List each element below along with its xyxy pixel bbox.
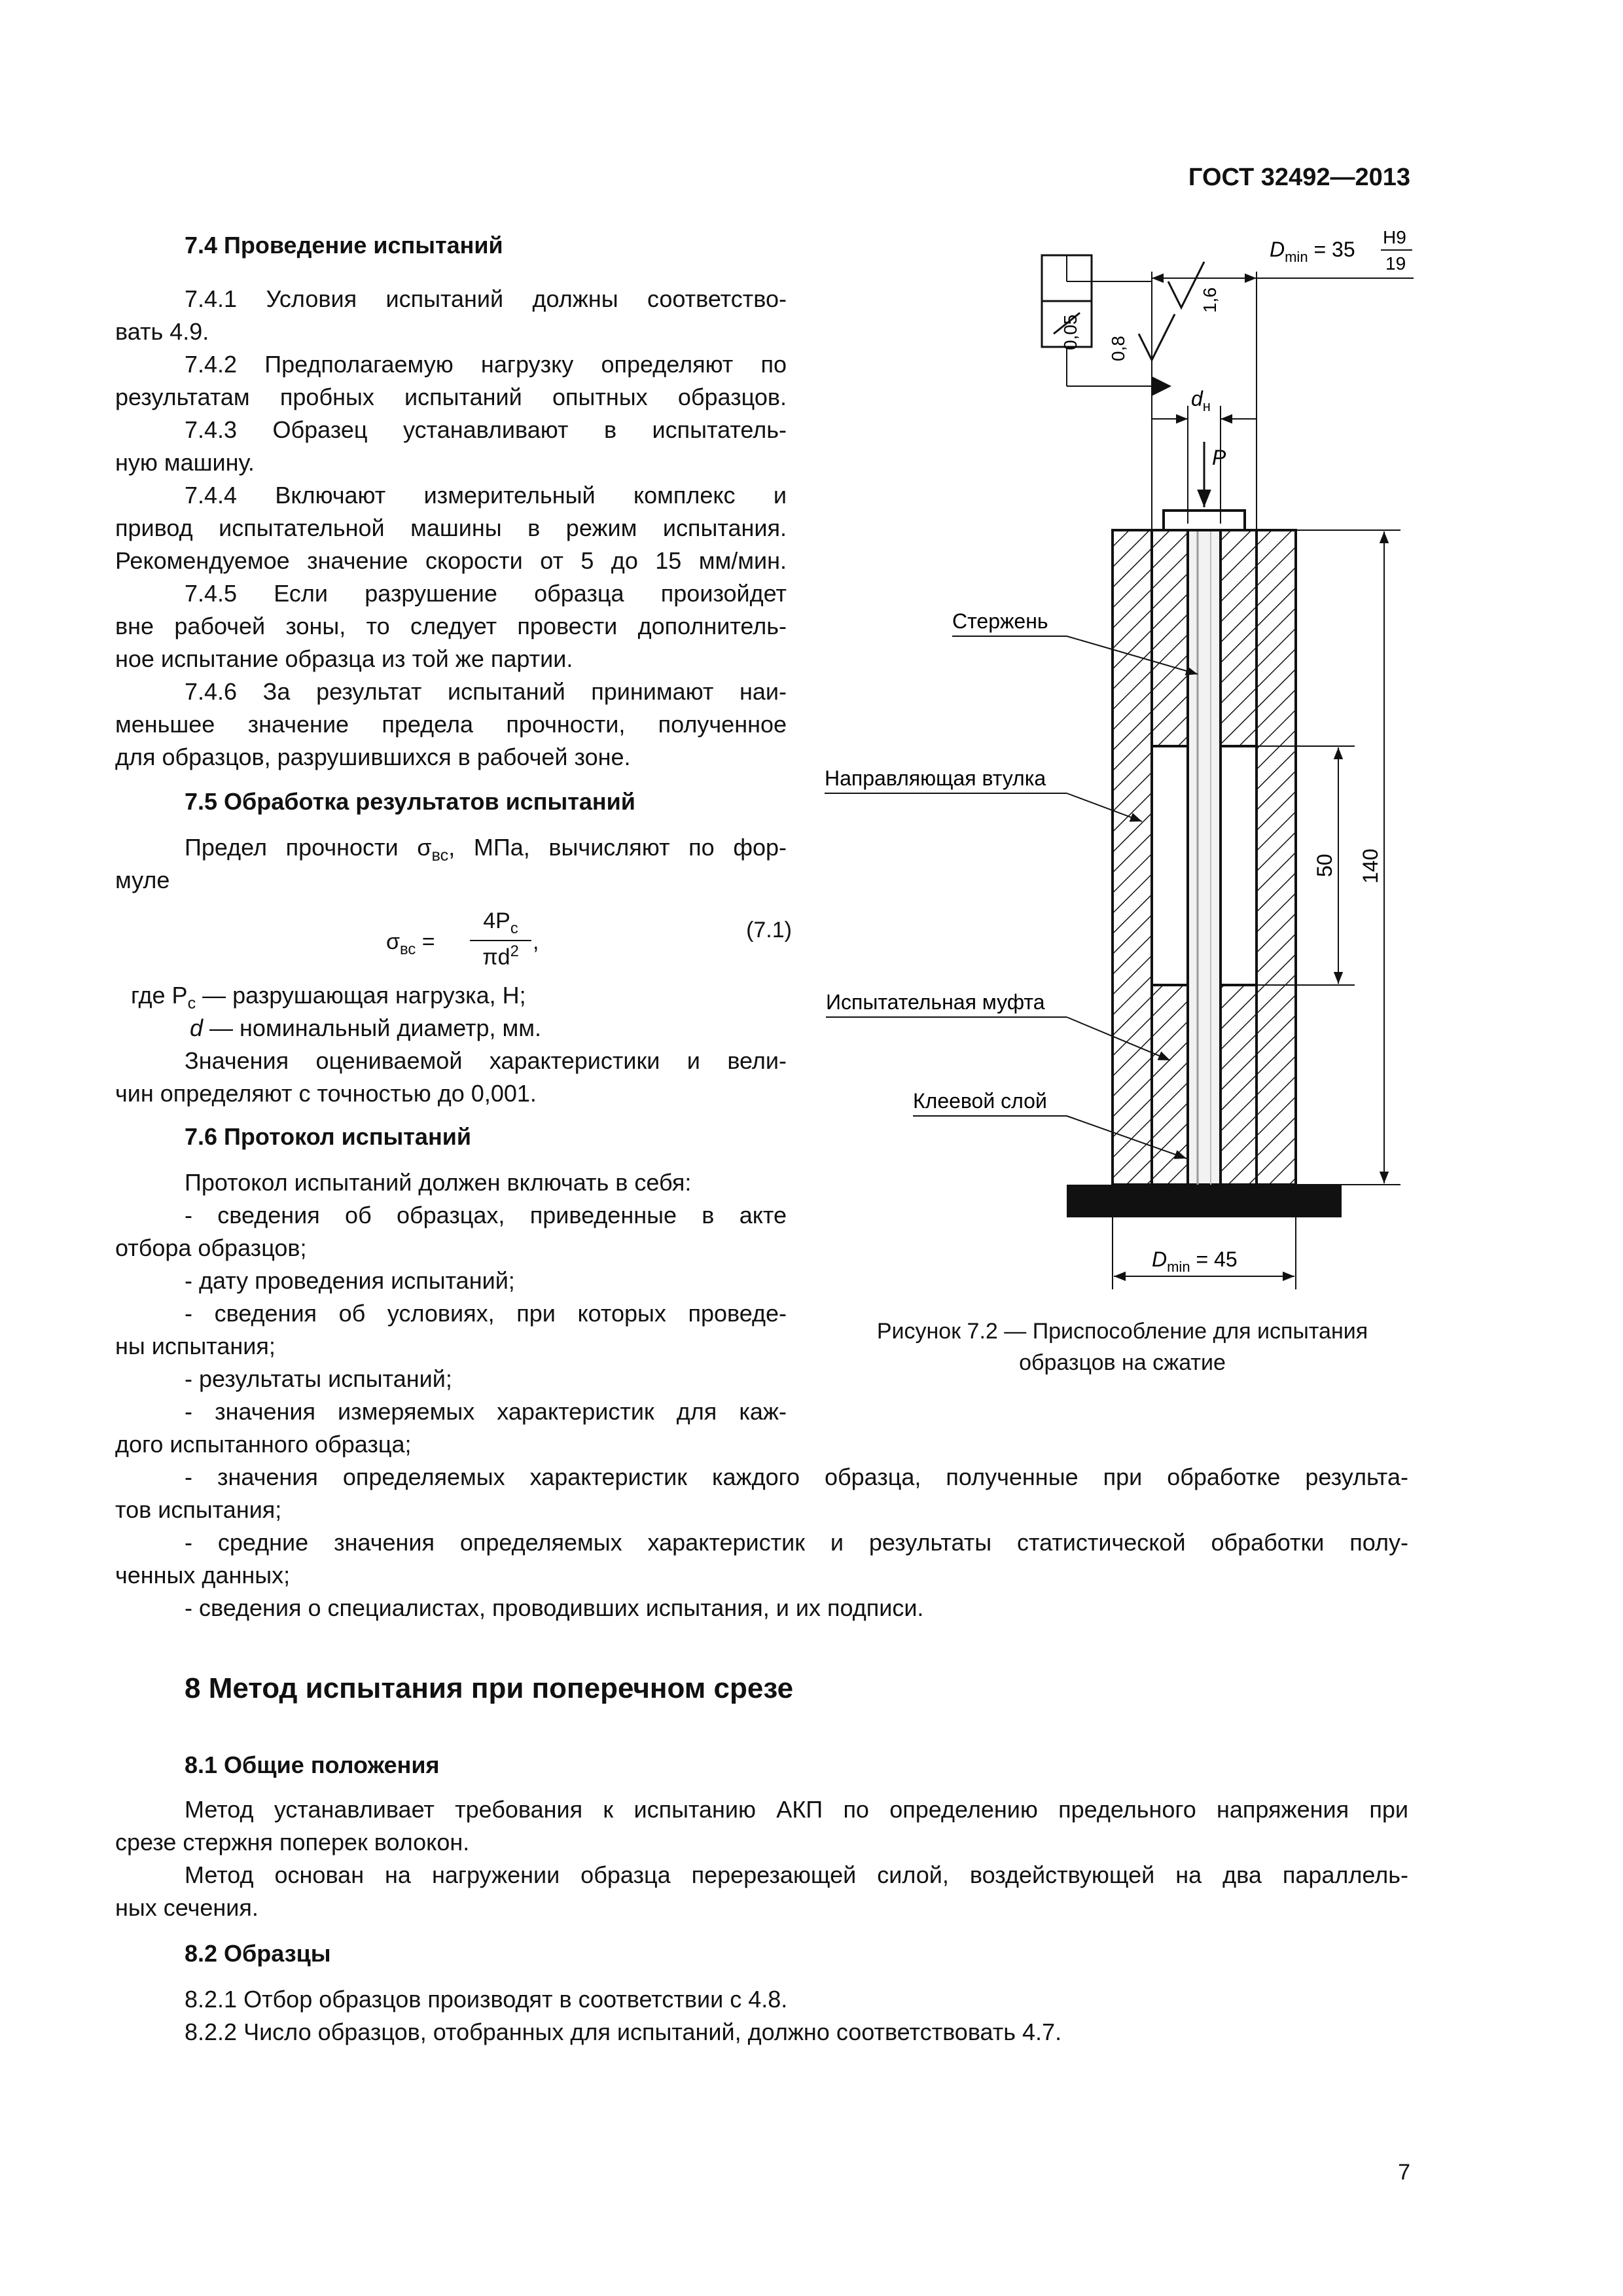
formula-7-1 [386, 908, 792, 974]
p-7-6-line7: - результаты испытаний; [185, 1365, 452, 1392]
p-7-4-1-line2: вать 4.9. [115, 318, 209, 345]
label-p: P [1212, 446, 1226, 469]
label-dn: $d_н$ [1191, 387, 1211, 414]
p-7-5-intro-line1: Предел прочности $\sigma_{вс}$, МПа, вычисляют по фор- [185, 834, 787, 865]
formula-lhs: $\sigma_{вс}$ = [386, 929, 435, 958]
label-rough-1: 1,6 [1200, 287, 1220, 313]
label-dmin-top: $D_{min} = 35$ [1270, 238, 1355, 265]
upper-coupling-left [1152, 530, 1188, 746]
top-cap [1164, 511, 1245, 530]
sleeve-right-wall [1257, 530, 1296, 1185]
formula-denominator: $\pi d^2$ [482, 942, 519, 970]
label-fit-lower: 19 [1385, 253, 1406, 274]
section-7-5-title: 7.5 Обработка результатов испытаний [185, 788, 635, 815]
p-7-4-5-line1: 7.4.5 Если разрушение образца произойдет [185, 580, 787, 607]
label-coupling: Испытательная муфта [826, 990, 1045, 1014]
p-7-6-line9: дого испытанного образца; [115, 1431, 412, 1458]
p-8-1-line4: ных сечения. [115, 1894, 259, 1921]
datum-arrow [1152, 376, 1171, 396]
roughness-mark-1 [1168, 262, 1204, 308]
p-7-5-after-line2: чин определяют с точностью до 0,001. [115, 1080, 537, 1107]
p-7-4-2-line1: 7.4.2 Предполагаемую нагрузку определяют по [185, 351, 787, 378]
p-7-4-5-line3: ное испытание образца из той же партии. [115, 645, 573, 672]
where-d: d — номинальный диаметр, мм. [190, 1014, 542, 1041]
p-7-6-full-line5: - сведения о специалистах, проводивших испытания, и их подписи. [185, 1594, 924, 1621]
section-8-1-title: 8.1 Общие положения [185, 1751, 440, 1778]
p-7-6-line5: - сведения об условиях, при которых проведе- [185, 1300, 787, 1327]
p-7-4-4-line3: Рекомендуемое значение скорости от 5 до 15 мм/мин. [115, 547, 787, 574]
formula-numerator: $4P_с$ [483, 908, 518, 937]
p-7-4-2-line2: результатам пробных испытаний опытных образцов. [115, 384, 787, 410]
rod [1188, 524, 1221, 1185]
label-140: 140 [1359, 848, 1382, 884]
p-8-2-2: 8.2.2 Число образцов, отобранных для испытаний, должно соответствовать 4.7. [185, 2018, 1062, 2045]
p-7-6-line4: - дату проведения испытаний; [185, 1267, 515, 1294]
p-7-6-line1: Протокол испытаний должен включать в себя: [185, 1169, 692, 1196]
page-number: 7 [1398, 2160, 1410, 2185]
p-7-6-line6: ны испытания; [115, 1333, 276, 1359]
section-8-title: 8 Метод испытания при поперечном срезе [185, 1672, 794, 1704]
p-7-4-6-line3: для образцов, разрушившихся в рабочей зоне. [115, 744, 631, 770]
p-7-5-intro-line2: муле [115, 867, 170, 893]
p-7-6-line2: - сведения об образцах, приведенные в акте [185, 1202, 787, 1229]
roughness-mark-2 [1139, 314, 1175, 360]
figure-caption-line2: образцов на сжатие [1019, 1350, 1226, 1375]
upper-coupling-right [1221, 530, 1257, 746]
section-8-2-title: 8.2 Образцы [185, 1940, 331, 1967]
label-tolerance: 0,05 [1060, 314, 1080, 350]
where-pc: где $P_с$ — разрушающая нагрузка, Н; [131, 982, 526, 1013]
p-7-6-full-line1: - значения определяемых характеристик каждого образца, полученные при обработке результа- [185, 1463, 1408, 1490]
p-8-1-line3: Метод основан на нагружении образца перерезающей силой, воздействующей на два параллель- [185, 1861, 1408, 1888]
p-8-2-1: 8.2.1 Отбор образцов производят в соответствии с 4.8. [185, 1986, 788, 2013]
p-7-6-full-line4: ченных данных; [115, 1562, 291, 1588]
p-8-1-line2: срезе стержня поперек волокон. [115, 1829, 470, 1856]
label-fit-upper: H9 [1383, 227, 1406, 247]
figure-caption-line1: Рисунок 7.2 — Приспособление для испытания [876, 1319, 1368, 1344]
document-id: ГОСТ 32492—2013 [1188, 164, 1410, 191]
p-7-6-full-line3: - средние значения определяемых характеристик и результаты статистической обработки полу- [185, 1529, 1408, 1556]
p-7-5-after-line1: Значения оцениваемой характеристики и вели- [185, 1047, 787, 1074]
label-rod: Стержень [952, 609, 1048, 633]
p-7-4-6-line2: меньшее значение предела прочности, полученное [115, 711, 787, 738]
lower-coupling-right [1221, 985, 1257, 1185]
formula-fraction-bar [470, 940, 531, 941]
section-7-6-title: 7.6 Протокол испытаний [185, 1123, 471, 1150]
label-glue: Клеевой слой [913, 1089, 1047, 1113]
base-plate [1067, 1185, 1342, 1217]
formula-comma: , [533, 929, 539, 954]
label-sleeve: Направляющая втулка [825, 766, 1046, 790]
formula-number: (7.1) [746, 918, 792, 942]
label-50: 50 [1313, 853, 1336, 877]
p-7-4-5-line2: вне рабочей зоны, то следует провести дополнитель- [115, 613, 787, 639]
p-7-4-4-line1: 7.4.4 Включают измерительный комплекс и [185, 482, 787, 509]
p-8-1-line1: Метод устанавливает требования к испытанию АКП по определению предельного напряжения при [185, 1796, 1408, 1823]
p-7-6-full-line2: тов испытания; [115, 1496, 282, 1523]
p-7-4-1-line1: 7.4.1 Условия испытаний должны соответство- [185, 285, 787, 312]
lower-coupling-left [1152, 985, 1188, 1185]
p-7-6-line3: отбора образцов; [115, 1234, 307, 1261]
p-7-6-line8: - значения измеряемых характеристик для каж- [185, 1398, 787, 1425]
p-7-4-6-line1: 7.4.6 За результат испытаний принимают наи- [185, 678, 787, 705]
p-7-4-3-line1: 7.4.3 Образец устанавливают в испытатель- [185, 416, 787, 443]
sleeve-left-wall [1113, 530, 1152, 1185]
label-rough-2: 0,8 [1108, 336, 1128, 361]
p-7-4-3-line2: ную машину. [115, 449, 255, 476]
p-7-4-4-line2: привод испытательной машины в режим испытания. [115, 514, 787, 541]
label-dmin-bottom: $D_{min} = 45$ [1152, 1247, 1238, 1275]
figure-7-2-drawing [812, 216, 1466, 1329]
section-7-4-title: 7.4 Проведение испытаний [185, 232, 503, 259]
